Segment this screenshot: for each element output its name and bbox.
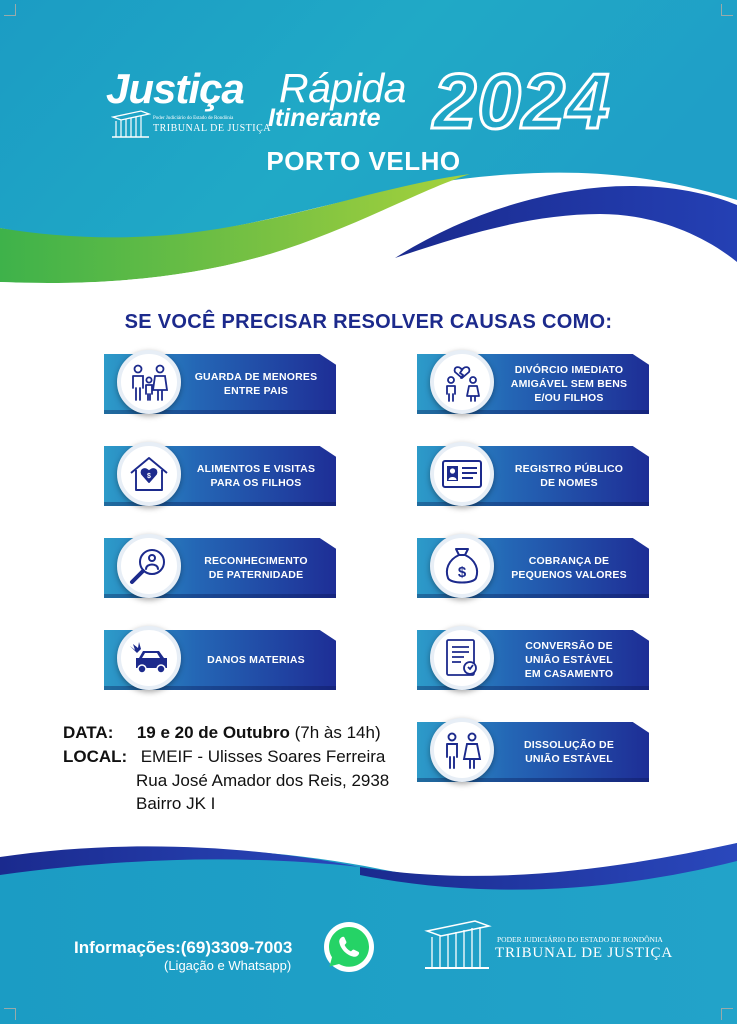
service-card bbox=[417, 716, 649, 786]
service-label: CONVERSÃO DE UNIÃO ESTÁVEL EM CASAMENTO bbox=[524, 639, 614, 681]
service-card-circle bbox=[117, 626, 181, 690]
service-card-circle bbox=[430, 442, 494, 506]
service-card-circle bbox=[117, 442, 181, 506]
headline: SE VOCÊ PRECISAR RESOLVER CAUSAS COMO: bbox=[124, 311, 613, 333]
contact-phone: Informações:(69)3309-7003 bbox=[74, 938, 293, 957]
service-label: GUARDA DE MENORES ENTRE PAIS bbox=[194, 370, 318, 397]
service-card bbox=[417, 624, 649, 694]
service-card-circle bbox=[430, 626, 494, 690]
crop-mark bbox=[4, 4, 16, 16]
service-card-circle bbox=[430, 534, 494, 598]
local-key: LOCAL: bbox=[63, 747, 128, 766]
local-line-2: Rua José Amador dos Reis, 2938 bbox=[136, 771, 390, 790]
service-card-circle bbox=[117, 350, 181, 414]
car-crash-icon bbox=[127, 636, 171, 680]
service-card-circle bbox=[430, 718, 494, 782]
crop-mark bbox=[4, 1008, 16, 1020]
brand-title-itinerante: Itinerante bbox=[268, 104, 381, 132]
court-logo-name: TRIBUNAL DE JUSTIÇA bbox=[495, 945, 673, 961]
couple-icon bbox=[440, 728, 484, 772]
city-name bbox=[0, 146, 737, 177]
crop-mark bbox=[721, 1008, 733, 1020]
contact-note: (Ligação e Whatsapp) bbox=[164, 958, 292, 973]
svg-text:$: $ bbox=[457, 564, 467, 581]
crop-mark bbox=[721, 4, 733, 16]
service-card bbox=[417, 440, 649, 510]
local-line-1: EMEIF - Ulisses Soares Ferreira bbox=[140, 747, 386, 766]
service-card bbox=[104, 440, 336, 510]
broken-heart-couple-icon bbox=[440, 360, 484, 404]
service-card bbox=[417, 532, 649, 602]
service-card bbox=[104, 532, 336, 602]
service-label: ALIMENTOS E VISITAS PARA OS FILHOS bbox=[196, 462, 316, 489]
service-label: DANOS MATERIAS bbox=[207, 653, 305, 666]
court-logo-name: TRIBUNAL DE JUSTIÇA bbox=[153, 123, 272, 134]
date-value: 19 e 20 de Outubro bbox=[136, 723, 290, 742]
court-logo-header bbox=[111, 109, 271, 139]
whatsapp-icon[interactable] bbox=[322, 920, 376, 974]
service-label: REGISTRO PÚBLICO DE NOMES bbox=[514, 462, 624, 489]
courthouse-icon bbox=[423, 915, 493, 975]
local-row bbox=[63, 748, 385, 765]
service-card-circle bbox=[430, 350, 494, 414]
court-logo-footer bbox=[423, 915, 673, 975]
svg-text:$: $ bbox=[147, 473, 151, 480]
service-card-circle bbox=[117, 534, 181, 598]
house-heart-icon bbox=[127, 452, 171, 496]
service-label: RECONHECIMENTO DE PATERNIDADE bbox=[204, 554, 308, 581]
local-line-3: Bairro JK I bbox=[136, 794, 216, 813]
certificate-icon bbox=[440, 636, 484, 680]
service-card bbox=[104, 624, 336, 694]
time-value: (7h às 14h) bbox=[294, 723, 381, 742]
money-bag-icon bbox=[440, 544, 484, 588]
service-label: DIVÓRCIO IMEDIATO AMIGÁVEL SEM BENS E/OU FILHOS bbox=[510, 363, 628, 405]
court-logo-subtitle: Poder Judiciário do Estado de Rondônia bbox=[153, 116, 234, 121]
date-key: DATA: bbox=[63, 723, 114, 742]
brand-year: 2024 bbox=[433, 57, 611, 145]
service-card bbox=[104, 348, 336, 418]
service-label: DISSOLUÇÃO DE UNIÃO ESTÁVEL bbox=[523, 738, 615, 765]
service-card bbox=[417, 348, 649, 418]
magnifier-person-icon bbox=[127, 544, 171, 588]
id-card-icon bbox=[440, 452, 484, 496]
brand-title-justica: Justiça bbox=[106, 65, 244, 112]
courthouse-icon bbox=[111, 109, 151, 139]
service-label: COBRANÇA DE PEQUENOS VALORES bbox=[511, 554, 627, 581]
city-label: PORTO VELHO bbox=[266, 146, 461, 176]
date-row bbox=[63, 724, 381, 741]
court-logo-subtitle: PODER JUDICIÁRIO DO ESTADO DE RONDÔNIA bbox=[497, 935, 663, 944]
brand-title-rapida: Rápida bbox=[279, 65, 406, 111]
family-icon bbox=[127, 360, 171, 404]
